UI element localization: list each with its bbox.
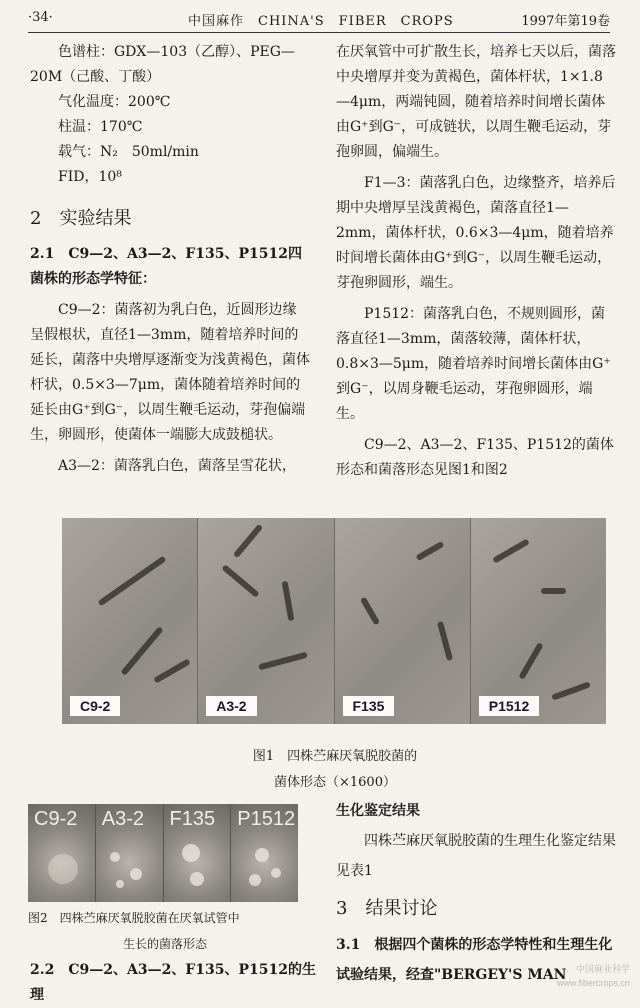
left-column <box>30 40 310 479</box>
micrograph-c9-2 <box>62 518 198 724</box>
gc-column-line-2: 20M（己酸、丁酸） <box>30 69 161 85</box>
micrograph-p1512 <box>471 518 606 724</box>
figure-2-caption <box>28 905 302 957</box>
colony <box>116 880 124 888</box>
colony <box>255 848 269 862</box>
paragraph-f1-3: F1—3：菌落乳白色，边缘整齐，培养后期中央增厚呈浅黄褐色，菌落直径1—2mm，菌体杆状，0.6×3—4μm，随着培养时间增长菌体由G⁺到G⁻，以周生鞭毛运动，芽孢卵圆形，端生。 <box>336 175 616 291</box>
colony <box>190 872 204 886</box>
figure-reference: C9—2、A3—2、F135、P1512的菌体形态和菌落形态见图1和图2 <box>336 437 614 478</box>
figure-2-tubes <box>28 804 298 902</box>
header-rule <box>28 32 610 33</box>
right-bottom-column <box>336 796 620 990</box>
column-temp: 柱温：170℃ <box>58 119 143 135</box>
colony <box>48 854 78 884</box>
subsection-2-2-cont: 生化鉴定结果 <box>336 803 420 819</box>
tube-label: C9-2 <box>34 808 78 830</box>
subsection-3-1: 3.1 根据四个菌株的形态学特性和生理生化试验结果，经查"BERGEY'S MAN <box>336 937 613 983</box>
bacterium-rod <box>492 538 530 563</box>
bacterium-rod <box>541 588 566 594</box>
colony <box>271 868 281 878</box>
colony <box>182 844 200 862</box>
tube-p1512 <box>231 804 298 902</box>
colony <box>249 874 261 886</box>
bacterium-rod <box>551 681 591 700</box>
figure-2-caption-line-2: 生长的菌落形态 <box>122 937 207 951</box>
page-number: ·34· <box>28 10 53 25</box>
tube-label: A3-2 <box>101 808 144 830</box>
bacterium-rod <box>258 652 308 671</box>
watermark-name: 中国麻业科学 <box>575 964 630 974</box>
fid-setting: FID，10⁸ <box>58 169 122 185</box>
figure-1-caption-line-2: 菌体形态（×1600） <box>274 775 396 790</box>
micrograph-label: P1512 <box>479 696 539 716</box>
subsection-2-2: 2.2 C9—2、A3—2、F135、P1512的生理 <box>30 962 316 1003</box>
bacterium-rod <box>233 524 263 558</box>
figure-1-micrographs <box>62 518 606 724</box>
bacterium-rod <box>282 581 295 621</box>
micrograph-a3-2 <box>198 518 334 724</box>
paragraph-p1512: P1512：菌落乳白色，不规则圆形，菌落直径1—3mm，菌落较薄，菌体杆状，0.8×3—5μm，随着培养时间增长菌体由G⁺到G⁻，以周身鞭毛运动，芽孢卵圆形，端生。 <box>336 306 611 422</box>
paragraph-physio-biochem: 四株苎麻厌氧脱胶菌的生理生化鉴定结果见表1 <box>336 833 616 879</box>
bacterium-rod <box>359 597 379 626</box>
bacterium-rod <box>120 626 163 676</box>
bacterium-rod <box>415 541 444 561</box>
journal-title: 中国麻作 CHINA'S FIBER CROPS <box>188 14 454 29</box>
paragraph-a3-2: A3—2：菌落乳白色，菌落呈雪花状， <box>58 458 296 474</box>
figure-1-caption-line-1: 图1 四株苎麻厌氧脱胶菌的 <box>252 749 418 764</box>
watermark-url: www.fibercrops.cn <box>556 978 630 988</box>
section-3-heading: 3 结果讨论 <box>336 898 438 919</box>
figure-1-caption <box>210 744 460 796</box>
micrograph-f135 <box>335 518 471 724</box>
page-header <box>28 10 610 32</box>
year-volume: 1997年第19卷 <box>521 14 610 29</box>
tube-a3-2 <box>96 804 164 902</box>
colony <box>110 852 120 862</box>
tube-f135 <box>164 804 232 902</box>
bacterium-rod <box>222 564 260 598</box>
paragraph-a3-2-cont: 在厌氧管中可扩散生长，培养七天以后，菌落中央增厚并变为黄褐色，菌体杆状，1×1.8—4μm，两端钝圆，随着培养时间增长菌体由G⁺到G⁻，可成链状，以周生鞭毛运动，芽孢卵圆，偏端生。 <box>336 44 616 160</box>
micrograph-label: C9-2 <box>70 696 120 716</box>
right-column <box>336 40 616 483</box>
tube-label: F135 <box>169 808 216 830</box>
micrograph-label: F135 <box>343 696 395 716</box>
bacterium-rod <box>153 658 191 683</box>
figure-2-caption-line-1: 图2 四株苎麻厌氧脱胶菌在厌氧试管中 <box>28 911 240 925</box>
subsection-2-1: 2.1 C9—2、A3—2、F135、P1512四菌株的形态学特征： <box>30 246 302 287</box>
micrograph-label: A3-2 <box>206 696 256 716</box>
tube-c9-2 <box>28 804 96 902</box>
bacterium-rod <box>98 556 167 607</box>
bacterium-rod <box>436 621 452 661</box>
bacterium-rod <box>518 642 543 680</box>
gc-column-line: 色谱柱：GDX—103（乙醇）、PEG— <box>58 44 295 60</box>
section-2-heading: 2 实验结果 <box>30 208 132 229</box>
gasification-temp: 气化温度：200℃ <box>58 94 171 110</box>
tube-label: P1512 <box>237 808 296 830</box>
colony <box>130 868 142 880</box>
carrier-gas: 载气：N₂ 50ml/min <box>58 144 199 160</box>
paragraph-c9-2: C9—2：菌落初为乳白色，近圆形边缘呈假根状，直径1—3mm，随着培养时间的延长，菌落中央增厚逐渐变为浅黄褐色，菌体杆状，0.5×3—7μm，菌体随着培养时间的延长由G⁺到G⁻，以周生鞭毛运动，芽孢偏端生，卵圆形，使菌体一端膨大成鼓槌状。 <box>30 302 310 443</box>
